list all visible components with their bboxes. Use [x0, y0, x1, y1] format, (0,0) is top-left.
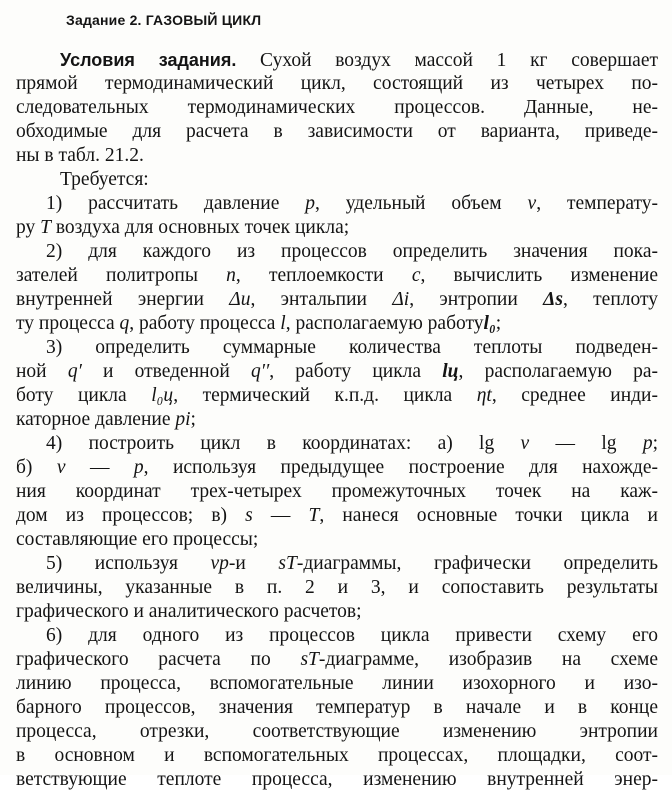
text-run: ной	[16, 361, 68, 382]
item-3-line: 3) определить суммарные количества теплоты подведен-	[46, 337, 658, 358]
text-run: , энтропии	[409, 289, 544, 310]
text-run: , удельный объем	[315, 193, 528, 214]
symbol-l-cycle: lц	[442, 361, 459, 382]
item-6-line: линию процесса, вспомогательные линии изохорного и изо-	[16, 673, 658, 694]
text-run: , теплоту	[562, 289, 658, 310]
conditions-line: обходимые для расчета в зависимости от варианта, приведе-	[16, 121, 658, 142]
text-run: , вычислить изменение	[420, 265, 658, 286]
text-run: , энтальпии	[250, 289, 393, 310]
item-3-line	[16, 360, 658, 384]
symbol-q: q	[119, 313, 130, 334]
item-1-line	[16, 192, 658, 216]
item-6-line: процесса, отрезки, соответствующие изменению энтропии	[16, 721, 658, 742]
item-1-line	[16, 216, 658, 240]
conditions-line: ны в табл. 21.2.	[16, 145, 144, 166]
symbol-delta-i: Δi	[392, 289, 410, 310]
item-5-line: величины, указанные в п. 2 и 3, и сопоставить результаты	[16, 577, 658, 598]
text-run: , работу процесса	[129, 313, 281, 334]
task-text	[16, 48, 658, 792]
item-4-line: ния координат трех-четырех промежуточных точек на каж-	[16, 481, 658, 502]
item-2-line: 2) для каждого из процессов определить значения пока-	[46, 241, 658, 262]
symbol-s: s	[245, 505, 253, 526]
symbol-delta-s: Δs	[543, 289, 563, 310]
text-run: воздуха для основных точек цикла;	[50, 217, 350, 238]
text-run: ;	[190, 409, 196, 430]
item-4-line	[16, 456, 658, 480]
symbol-p: p	[642, 433, 653, 454]
required-label: Требуется:	[60, 169, 149, 190]
item-4-line: составляющие его процессы;	[16, 529, 259, 550]
conditions-line	[16, 48, 658, 72]
text-run: дом из процессов; в)	[16, 505, 246, 526]
text-run: -диаграмме, изобразив на схеме	[318, 649, 658, 670]
item-2-line	[16, 288, 658, 312]
symbol-v: v	[56, 457, 66, 478]
symbol-l0: l₀	[483, 313, 496, 334]
text-run: внутренней энергии	[16, 289, 230, 310]
item-5-line: графического и аналитического расчетов;	[16, 601, 362, 622]
item-3-line	[16, 408, 658, 432]
symbol-sT: sT	[278, 553, 297, 574]
text-run: ту процесса	[16, 313, 120, 334]
symbol-p: p	[133, 457, 144, 478]
conditions-text: Сухой воздух массой 1 кг совершает	[236, 50, 658, 71]
symbol-T: T	[40, 217, 51, 238]
text-run: , располагаемую ра-	[458, 361, 658, 382]
text-run: 4) построить цикл в координатах: а) lg	[46, 433, 521, 454]
symbol-v: v	[527, 193, 537, 214]
text-run: , температу-	[536, 193, 658, 214]
text-run: графического расчета по	[16, 649, 301, 670]
text-run: каторное давление	[16, 409, 176, 430]
text-run: , располагаемую работу	[285, 313, 484, 334]
item-4-line	[16, 432, 658, 456]
text-run: -и	[228, 553, 279, 574]
text-run: зателей политропы	[16, 265, 227, 286]
text-run: , термический к.п.д. цикла	[173, 385, 477, 406]
symbol-n: n	[226, 265, 236, 286]
text-run: , среднее инди-	[491, 385, 658, 406]
text-run: 5) используя	[46, 553, 211, 574]
text-run: ру	[16, 217, 41, 238]
text-run: , теплоемкости	[235, 265, 412, 286]
text-run: —	[65, 457, 134, 478]
symbol-p-i: pi	[175, 409, 191, 430]
text-run: ;	[495, 313, 502, 334]
text-run: боту цикла	[16, 385, 152, 406]
item-2-line	[16, 264, 658, 288]
symbol-v: v	[520, 433, 530, 454]
section-heading	[66, 12, 261, 28]
item-3-line	[16, 384, 658, 408]
symbol-sT: sT	[300, 649, 319, 670]
heading-title: ГАЗОВЫЙ ЦИКЛ	[145, 12, 262, 28]
item-5-line	[16, 552, 658, 576]
symbol-q-double-prime: q′′	[250, 361, 270, 382]
item-6-line: барного процессов, значения температур в начале и в конце	[16, 697, 658, 718]
symbol-p: p	[305, 193, 316, 214]
text-run: , используя предыдущее построение для нахожде-	[143, 457, 658, 478]
item-6-line: 6) для одного из процессов цикла привести схему его	[46, 625, 658, 646]
item-6-line: ветствующие теплоте процесса, изменению внутренней энер-	[16, 769, 658, 790]
text-run: б)	[16, 457, 57, 478]
symbol-T: T	[308, 505, 320, 526]
conditions-line: прямой термодинамический цикл, состоящий из четырех по-	[16, 73, 658, 94]
heading-label: Задание 2.	[66, 12, 142, 28]
item-6-line: в основном и вспомогательных процессах, площадки, соот-	[16, 745, 658, 766]
symbol-l0-cycle: l₀ц	[151, 385, 174, 406]
symbol-q-prime: q′	[67, 361, 82, 382]
conditions-line: следовательных термодинамических процессов. Данные, не-	[16, 97, 658, 118]
text-run: и отведенной	[81, 361, 251, 382]
text-run: — lg	[529, 433, 643, 454]
conditions-lead: Условия задания.	[60, 50, 237, 70]
text-run: -диаграммы, графически определить	[296, 553, 658, 574]
symbol-delta-u: Δu	[229, 289, 251, 310]
text-run: —	[252, 505, 309, 526]
text-run: , работу цикла	[269, 361, 443, 382]
symbol-eta-t: ηt	[476, 385, 492, 406]
item-2-line	[16, 312, 658, 336]
item-6-line	[16, 648, 658, 672]
item-4-line	[16, 504, 658, 528]
text-run: 1) рассчитать давление	[46, 193, 306, 214]
symbol-c: c	[411, 265, 421, 286]
symbol-vp: vp	[210, 553, 229, 574]
text-run: , нанеся основные точки цикла и	[319, 505, 658, 526]
text-run: ;	[652, 433, 658, 454]
symbol-l: l	[280, 313, 286, 334]
